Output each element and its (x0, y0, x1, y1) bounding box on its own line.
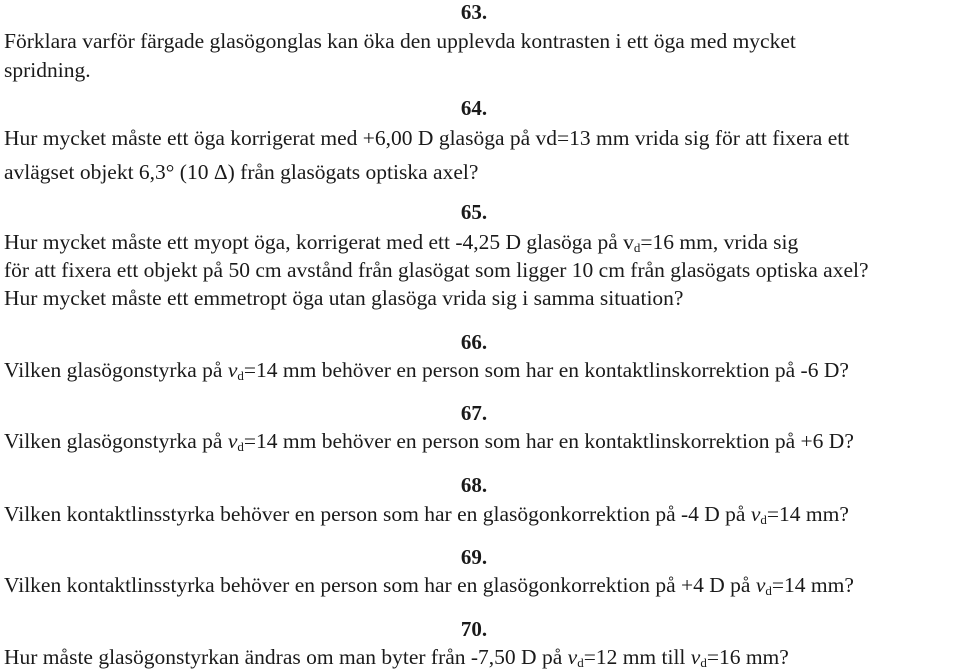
vd-subscript: d (765, 583, 772, 598)
problem-65-line-1-pre: Hur mycket måste ett myopt öga, korrigerat med ett -4,25 D glasöga på v (4, 230, 634, 254)
problem-number-70: 70. (460, 617, 488, 641)
problem-63-line-2: spridning. (4, 58, 91, 82)
v-symbol: v (755, 573, 766, 597)
problem-number-66: 66. (460, 330, 488, 354)
problem-64-line-1: Hur mycket måste ett öga korrigerat med +6,00 D glasöga på vd=13 mm vrida sig för att fixera ett (4, 126, 850, 150)
vd-subscript: d (760, 512, 767, 527)
problem-65-line-1 (4, 230, 798, 254)
problem-70-text (4, 645, 789, 669)
vd-subscript: d (633, 240, 641, 255)
v-symbol: v (567, 645, 578, 669)
text-post: =14 mm? (766, 502, 849, 526)
v-symbol: v (750, 502, 761, 526)
text-post: =14 mm? (771, 573, 854, 597)
problem-68-text (4, 502, 849, 526)
problem-69-text (4, 573, 854, 597)
v-symbol-2: v (690, 645, 701, 669)
problem-number-65: 65. (460, 200, 488, 224)
text-pre: Hur måste glasögonstyrkan ändras om man byter från -7,50 D på (4, 645, 568, 669)
problem-number-64: 64. (460, 96, 488, 120)
text-pre: Vilken glasögonstyrka på (4, 429, 228, 453)
problem-number-69: 69. (460, 545, 488, 569)
v-symbol: v (227, 358, 238, 382)
text-pre: Vilken kontaktlinsstyrka behöver en person som har en glasögonkorrektion på +4 D på (4, 573, 756, 597)
v-symbol: v (227, 429, 238, 453)
problem-65-line-1-post: =16 mm, vrida sig (640, 230, 799, 254)
problem-number-68: 68. (460, 473, 488, 497)
text-pre: Vilken glasögonstyrka på (4, 358, 228, 382)
problem-65-line-2: för att fixera ett objekt på 50 cm avstånd från glasögat som ligger 10 cm från glasögats optiska axel? (4, 258, 869, 282)
problem-number-63: 63. (460, 0, 488, 24)
problem-63-line-1: Förklara varför färgade glasögonglas kan öka den upplevda kontrasten i ett öga med mycket (4, 29, 796, 53)
text-post: =14 mm behöver en person som har en kontaktlinskorrektion på +6 D? (243, 429, 854, 453)
problem-67-text (4, 429, 854, 453)
text-post: =14 mm behöver en person som har en kontaktlinskorrektion på -6 D? (243, 358, 849, 382)
vd-subscript: d (577, 655, 584, 670)
problem-number-67: 67. (460, 401, 488, 425)
text-mid: =12 mm till (583, 645, 691, 669)
problem-66-text (4, 358, 849, 382)
vd-subscript: d (237, 368, 244, 383)
vd-subscript: d (237, 439, 244, 454)
text-post: =16 mm? (706, 645, 789, 669)
vd-subscript-2: d (700, 655, 707, 670)
problem-65-line-3: Hur mycket måste ett emmetropt öga utan glasöga vrida sig i samma situation? (4, 286, 684, 310)
problem-64-line-2: avlägset objekt 6,3° (10 Δ) från glasögats optiska axel? (4, 160, 479, 184)
text-pre: Vilken kontaktlinsstyrka behöver en person som har en glasögonkorrektion på -4 D på (4, 502, 751, 526)
